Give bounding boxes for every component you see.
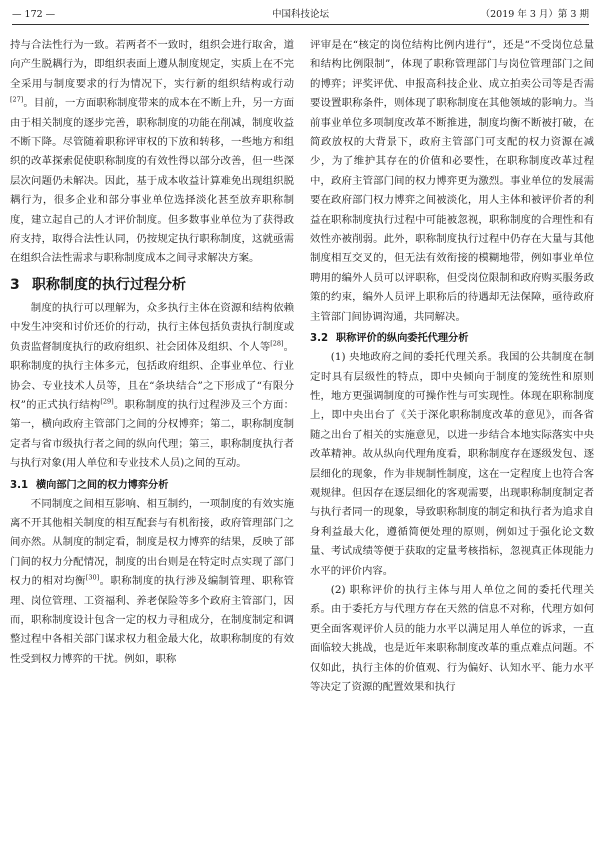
paragraph-execution-overview: 制度的执行可以理解为，众多执行主体在资源和结构依赖中发生冲突和讨价还价的行动，执行主体包括负责执行制度或负责监督制度执行的政府组织、社会团体及组织、个人等[28]。职称制度的执行主体多元，包括政府组织、企事业单位、行业协会、专业技术人员等，且在“条块结合”之下形成了“有限分权”的正式执行结构[29]。职称制度的执行过程涉及三个方面：第一，横向政府主管部门之间的分权博弈；第二，职称制度制定者与省市级执行者之间的纵向代理；第三，职称制度执行者与执行对象(用人单位和专业技术人员)之间的互动。 [10, 301, 295, 470]
paragraph-continuation: 持与合法性行为一致。若两者不一致时，组织会进行取舍，道向产生脱耦行为，即组织表面上遵从制度规定，实质上在不完全采用与制度要求的行为情况下，实行新的组织结构或行动[27]。目前，一方面职称制度带来的成本在不断上升，另一方面由于相关制度的逐步完善，职称制度的功能在削减，制度收益不断下降。尽管随着职称评审权的下放和转移，一些地方和组织的改革探索促使职称制度的有效性得以部分改善，但一些深层次问题仍未解决。因此，基于成本收益计算难免出现组织脱耦行为，很多企业和部分事业单位选择淡化甚至放弃职称制度，建立起自己的人才评价制度。但多数事业单位为了获得政府支持，取得合法性认同，仍按规定执行职称制度，这就亟需在组织合法性需求与职称制度成本之间寻求解决方案。 [10, 39, 294, 265]
page-header [12, 6, 589, 25]
section-3-heading: 3 职称制度的执行过程分析 [10, 276, 186, 293]
journal-name: 中国科技论坛 [271, 9, 329, 20]
paragraph-power-game: 不同制度之间相互影响、相互制约，一项制度的有效实施离不开其他相关制度的相互配套与有机衔接，政府管理部门之间亦然。从制度的制定看，制度是权力博弈的结果，反映了部门间的权力分配情况，制度的出台则是在特定时点实现了部门权力的相对均衡[30]。职称制度的执行涉及编制管理、职称管理、岗位管理、工资福利、养老保险等多个政府主管部门，因而，职称制度设计包含一定的权力寻租成分，在制度制定和调整过程中各相关部门谋求权力租金最大化，故职称制度的有效性受到权力博弈的干扰。例如，职称 [10, 497, 295, 665]
citation-30: [30] [85, 573, 100, 582]
section-3-1-heading: 3.1 横向部门之间的权力博弈分析 [10, 479, 169, 491]
paragraph-employer-agency: (2) 职称评价的执行主体与用人单位之间的委托代理关系。由于委托方与代理方存在天然的信息不对称，代理方如何更全面客观评价人员的能力水平以满足用人单位的诉求，一直面临较大挑战，也是近年来职称制度改革的重点难点问题。不仅如此，执行主体的价值观、行为偏好、认知水平、能力水平等决定了资源的配置效果和执行 [310, 583, 594, 693]
page-number: — 172 — [12, 9, 56, 20]
citation-29: [29] [100, 397, 114, 406]
paragraph-continuation-right: 评审是在“核定的岗位结构比例内进行”，还是“不受岗位总量和结构比例限制”，体现了职称管理部门与岗位管理部门之间的博弈；评奖评优、申报高科技企业、成立拍卖公司等是否需要设置职称条件，则体现了职称制度在其他领域的影响力。当前事业单位多项制度改革不断推进，制度均衡不断被打破，在简政放权的大背景下，政府主管部门可支配的权力资源在减少，为了维护其存在的价值和必要性，在职称制度改革过程中，政府主管部门间的权力博弈更为激烈。事业单位的发展需要在政府部门权力博弈之间被淡化，用人主体和被评价者的利益在职称制度执行过程中可能被忽视，职称制度的合理性和有效性亦被削弱。此外，职称制度执行过程中仍存在大量与其他制度相互交叉的，但无法有效衔接的模糊地带，例如事业单位聘用的编外人员可以评职称，但受岗位限制和政府购买服务政策的约束，编外人员评上职称后的待遇却无法保障，亟待政府主管部门间协调沟通，共同解决。 [310, 39, 594, 323]
paragraph-central-local-agency: (1) 央地政府之间的委托代理关系。我国的公共制度在制定时具有层级性的特点，即中央倾向于制度的笼统性和原则性，地方更强调制度的可操作性与可实现性。体现在职称制度上，即中央出台了《关于深化职称制度改革的意见》，而各省随之出台了相关的实施意见，以进一步结合本地实际落实中央改革精神。故从纵向代理角度看，职称制度存在逐级发包、逐层细化的现象，作为非规制性制度，这在一定程度上也符合客观规律。但因存在逐层细化的客观需要，出现职称制度制定者与执行者同一的现象，导致职称制度的制定和执行者为追求自身利益最大化，遵循简便处理的原则，例如过于强化论文数量、考试成绩等便于获取的定量考核指标，忽视真正体现能力水平的评价内容。 [310, 351, 594, 577]
issue-info: （2019 年 3 月）第 3 期 [480, 9, 589, 20]
left-column [10, 36, 294, 669]
right-column [310, 36, 594, 697]
citation-28: [28] [270, 339, 284, 348]
citation-27: [27] [10, 95, 24, 104]
section-3-2-heading: 3.2 职称评价的纵向委托代理分析 [310, 333, 469, 345]
